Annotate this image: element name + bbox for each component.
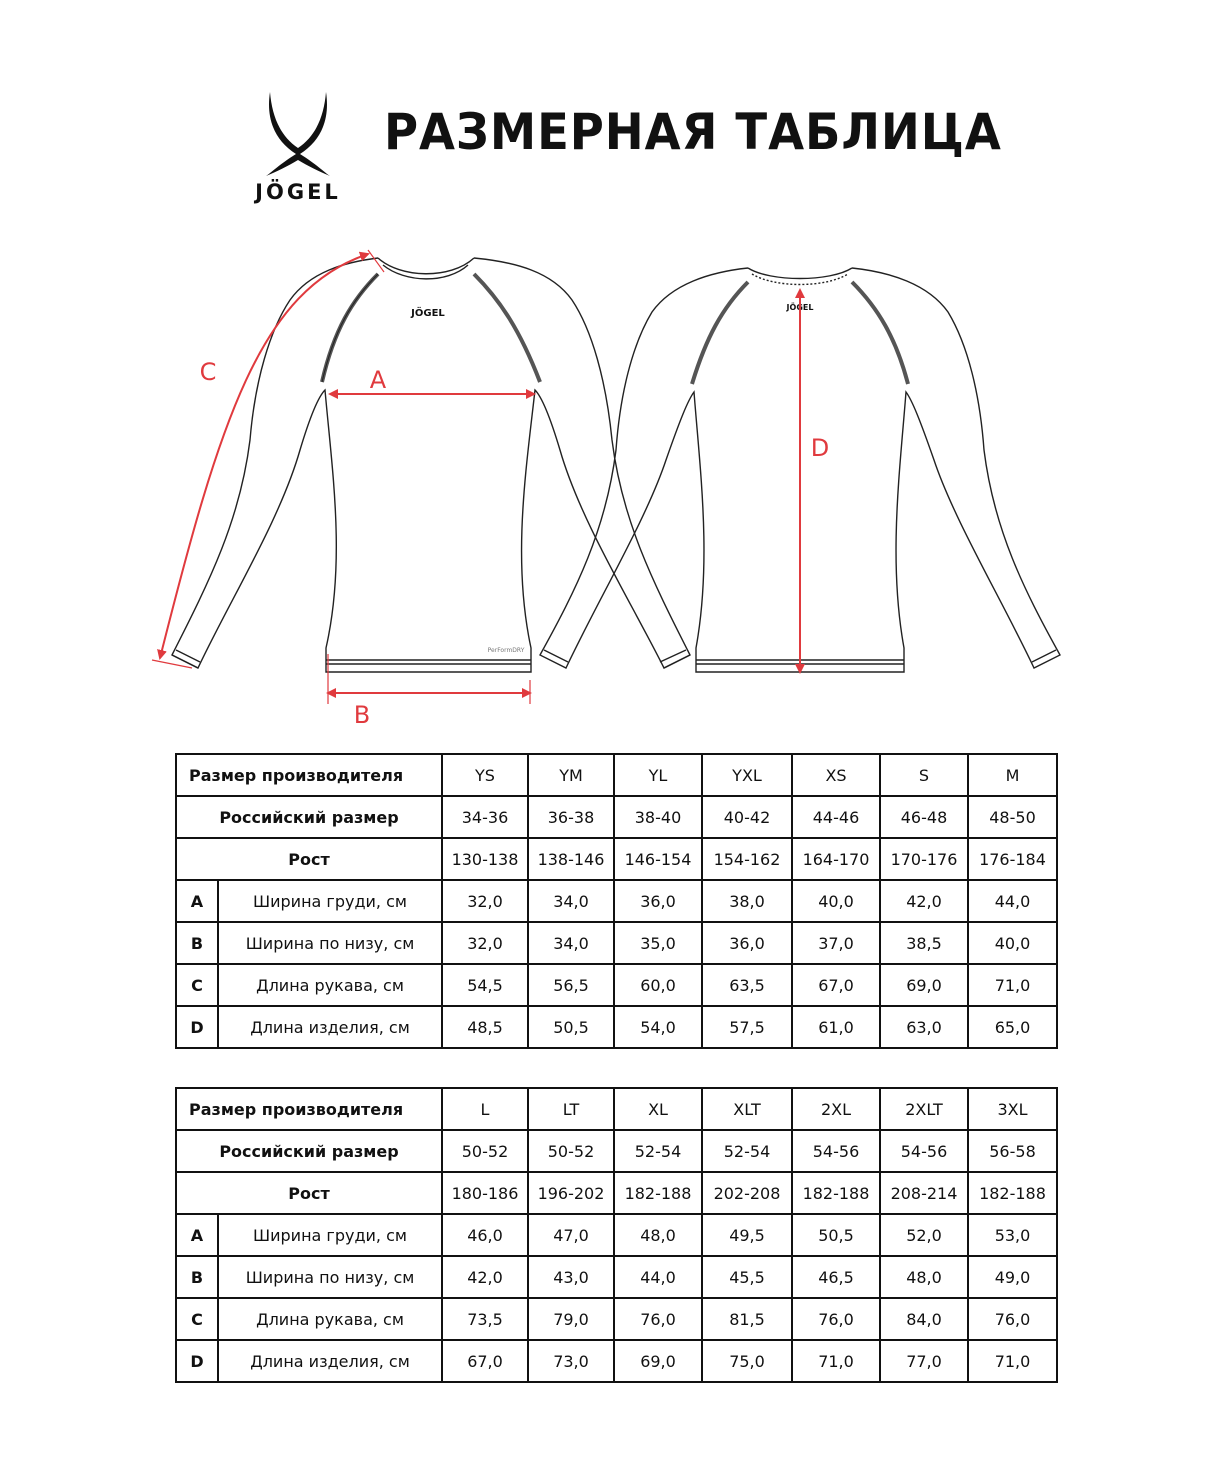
value-cell: 48,0: [614, 1214, 702, 1256]
size-table-1: [175, 753, 1058, 1049]
value-cell: 81,5: [702, 1298, 792, 1340]
table-row: [176, 1130, 1057, 1172]
manufacturer-size-header: Размер производителя: [176, 754, 442, 796]
measure-letter: B: [176, 922, 218, 964]
russian-size-cell: 56-58: [968, 1130, 1057, 1172]
value-cell: 32,0: [442, 922, 528, 964]
value-cell: 44,0: [614, 1256, 702, 1298]
size-cell: LT: [528, 1088, 614, 1130]
height-cell: 208-214: [880, 1172, 968, 1214]
value-cell: 52,0: [880, 1214, 968, 1256]
height-header: Рост: [176, 1172, 442, 1214]
size-cell: XLT: [702, 1088, 792, 1130]
value-cell: 56,5: [528, 964, 614, 1006]
garment-diagram: [0, 230, 1230, 740]
measure-letter: A: [176, 880, 218, 922]
brand-logo: [236, 88, 360, 208]
value-cell: 63,0: [880, 1006, 968, 1048]
value-cell: 73,0: [528, 1340, 614, 1382]
value-cell: 40,0: [968, 922, 1057, 964]
russian-size-cell: 48-50: [968, 796, 1057, 838]
height-cell: 170-176: [880, 838, 968, 880]
value-cell: 67,0: [792, 964, 880, 1006]
measure-letter: A: [176, 1214, 218, 1256]
value-cell: 61,0: [792, 1006, 880, 1048]
height-cell: 164-170: [792, 838, 880, 880]
value-cell: 34,0: [528, 880, 614, 922]
size-cell: YXL: [702, 754, 792, 796]
value-cell: 63,5: [702, 964, 792, 1006]
russian-size-cell: 50-52: [528, 1130, 614, 1172]
height-cell: 196-202: [528, 1172, 614, 1214]
table-row: [176, 796, 1057, 838]
table-row: [176, 1172, 1057, 1214]
height-cell: 138-146: [528, 838, 614, 880]
height-header: Рост: [176, 838, 442, 880]
russian-size-cell: 38-40: [614, 796, 702, 838]
size-cell: YL: [614, 754, 702, 796]
measure-letter: D: [176, 1006, 218, 1048]
size-cell: YS: [442, 754, 528, 796]
russian-size-cell: 54-56: [880, 1130, 968, 1172]
size-table-2: [175, 1087, 1058, 1383]
table-row: [176, 1298, 1057, 1340]
value-cell: 42,0: [442, 1256, 528, 1298]
russian-size-cell: 54-56: [792, 1130, 880, 1172]
value-cell: 65,0: [968, 1006, 1057, 1048]
brand-mark-icon: [236, 88, 360, 178]
table-row: [176, 1256, 1057, 1298]
russian-size-header: Российский размер: [176, 1130, 442, 1172]
value-cell: 73,5: [442, 1298, 528, 1340]
value-cell: 48,0: [880, 1256, 968, 1298]
size-cell: L: [442, 1088, 528, 1130]
table-row: [176, 838, 1057, 880]
value-cell: 46,5: [792, 1256, 880, 1298]
value-cell: 69,0: [614, 1340, 702, 1382]
measure-label: Ширина груди, см: [218, 880, 442, 922]
height-cell: 202-208: [702, 1172, 792, 1214]
value-cell: 60,0: [614, 964, 702, 1006]
measure-c-label: C: [199, 358, 217, 386]
value-cell: 36,0: [702, 922, 792, 964]
value-cell: 38,0: [702, 880, 792, 922]
value-cell: 84,0: [880, 1298, 968, 1340]
table-row: [176, 754, 1057, 796]
value-cell: 42,0: [880, 880, 968, 922]
measure-d-label: D: [810, 434, 830, 462]
russian-size-cell: 46-48: [880, 796, 968, 838]
table-row: [176, 1006, 1057, 1048]
value-cell: 54,5: [442, 964, 528, 1006]
fabric-label: PerFormDRY: [487, 647, 525, 654]
value-cell: 36,0: [614, 880, 702, 922]
value-cell: 43,0: [528, 1256, 614, 1298]
measure-label: Ширина по низу, см: [218, 922, 442, 964]
height-cell: 130-138: [442, 838, 528, 880]
measure-label: Ширина груди, см: [218, 1214, 442, 1256]
size-cell: 2XLT: [880, 1088, 968, 1130]
value-cell: 50,5: [792, 1214, 880, 1256]
manufacturer-size-header: Размер производителя: [176, 1088, 442, 1130]
value-cell: 71,0: [792, 1340, 880, 1382]
value-cell: 76,0: [968, 1298, 1057, 1340]
measure-letter: C: [176, 964, 218, 1006]
russian-size-cell: 52-54: [702, 1130, 792, 1172]
value-cell: 77,0: [880, 1340, 968, 1382]
value-cell: 67,0: [442, 1340, 528, 1382]
size-cell: XS: [792, 754, 880, 796]
russian-size-cell: 34-36: [442, 796, 528, 838]
measure-b-label: B: [353, 701, 371, 729]
measure-label: Длина рукава, см: [218, 964, 442, 1006]
size-cell: S: [880, 754, 968, 796]
value-cell: 69,0: [880, 964, 968, 1006]
value-cell: 54,0: [614, 1006, 702, 1048]
value-cell: 45,5: [702, 1256, 792, 1298]
value-cell: 44,0: [968, 880, 1057, 922]
table-row: [176, 1214, 1057, 1256]
value-cell: 49,5: [702, 1214, 792, 1256]
height-cell: 180-186: [442, 1172, 528, 1214]
height-cell: 146-154: [614, 838, 702, 880]
russian-size-header: Российский размер: [176, 796, 442, 838]
size-cell: YM: [528, 754, 614, 796]
value-cell: 38,5: [880, 922, 968, 964]
size-cell: 3XL: [968, 1088, 1057, 1130]
size-cell: M: [968, 754, 1057, 796]
value-cell: 46,0: [442, 1214, 528, 1256]
front-garment: [172, 258, 690, 672]
measure-a-label: A: [369, 366, 387, 394]
measure-label: Длина рукава, см: [218, 1298, 442, 1340]
size-cell: XL: [614, 1088, 702, 1130]
value-cell: 35,0: [614, 922, 702, 964]
table-row: [176, 922, 1057, 964]
value-cell: 79,0: [528, 1298, 614, 1340]
value-cell: 40,0: [792, 880, 880, 922]
table-row: [176, 880, 1057, 922]
table-row: [176, 1340, 1057, 1382]
table-row: [176, 1088, 1057, 1130]
back-brand-label: JÖGEL: [786, 303, 814, 312]
value-cell: 34,0: [528, 922, 614, 964]
value-cell: 71,0: [968, 964, 1057, 1006]
russian-size-cell: 50-52: [442, 1130, 528, 1172]
page-title: РАЗМЕРНАЯ ТАБЛИЦА: [384, 103, 1002, 161]
value-cell: 50,5: [528, 1006, 614, 1048]
russian-size-cell: 44-46: [792, 796, 880, 838]
height-cell: 182-188: [614, 1172, 702, 1214]
value-cell: 53,0: [968, 1214, 1057, 1256]
front-brand-label: JÖGEL: [411, 308, 445, 319]
value-cell: 71,0: [968, 1340, 1057, 1382]
measure-letter: C: [176, 1298, 218, 1340]
height-cell: 176-184: [968, 838, 1057, 880]
value-cell: 47,0: [528, 1214, 614, 1256]
measure-letter: D: [176, 1340, 218, 1382]
russian-size-cell: 40-42: [702, 796, 792, 838]
measure-label: Длина изделия, см: [218, 1340, 442, 1382]
value-cell: 76,0: [614, 1298, 702, 1340]
table-row: [176, 964, 1057, 1006]
height-cell: 182-188: [792, 1172, 880, 1214]
value-cell: 75,0: [702, 1340, 792, 1382]
size-cell: 2XL: [792, 1088, 880, 1130]
height-cell: 154-162: [702, 838, 792, 880]
russian-size-cell: 36-38: [528, 796, 614, 838]
value-cell: 57,5: [702, 1006, 792, 1048]
measure-c-line: [160, 254, 368, 658]
value-cell: 48,5: [442, 1006, 528, 1048]
measure-label: Ширина по низу, см: [218, 1256, 442, 1298]
value-cell: 49,0: [968, 1256, 1057, 1298]
russian-size-cell: 52-54: [614, 1130, 702, 1172]
height-cell: 182-188: [968, 1172, 1057, 1214]
measure-label: Длина изделия, см: [218, 1006, 442, 1048]
brand-logo-text: JÖGEL: [255, 180, 341, 204]
value-cell: 37,0: [792, 922, 880, 964]
value-cell: 76,0: [792, 1298, 880, 1340]
measure-letter: B: [176, 1256, 218, 1298]
value-cell: 32,0: [442, 880, 528, 922]
